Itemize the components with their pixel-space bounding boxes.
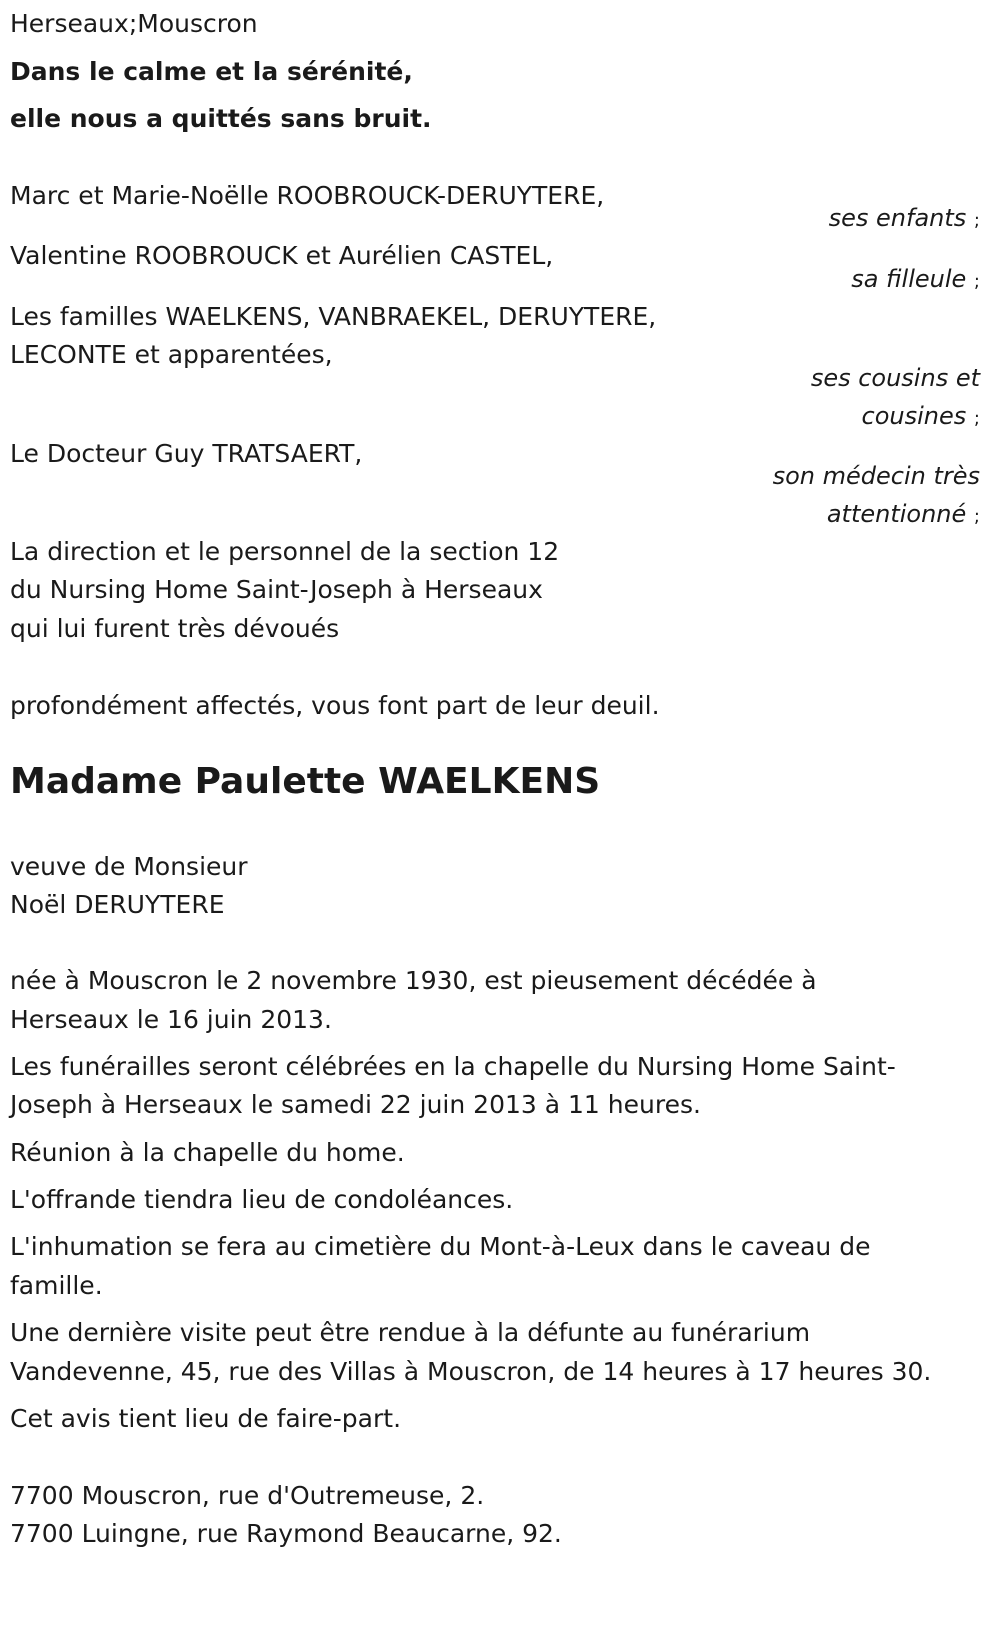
family-role (829, 198, 980, 241)
family-role-text: cousines (861, 402, 967, 430)
family-name-line: qui lui furent très dévoués (10, 614, 340, 643)
family-name-line: du Nursing Home Saint-Joseph à Herseaux (10, 575, 543, 604)
birth-line-1: née à Mouscron le 2 novembre 1930, est pieusement décédée à (10, 966, 817, 995)
notice-line: Cet avis tient lieu de faire-part. (10, 1404, 402, 1433)
visit-line-1: Une dernière visite peut être rendue à la défunte au funérarium (10, 1318, 811, 1347)
family-role (851, 259, 980, 302)
role-separator: ; (973, 271, 980, 292)
address-line: 7700 Luingne, rue Raymond Beaucarne, 92. (10, 1519, 562, 1548)
family-role-text: attentionné (826, 500, 967, 528)
family-name-line: Valentine ROOBROUCK et Aurélien CASTEL, (10, 241, 554, 270)
deceased-name: Madame Paulette WAELKENS (10, 761, 601, 802)
address-line: 7700 Mouscron, rue d'Outremeuse, 2. (10, 1481, 485, 1510)
offering-line: L'offrande tiendra lieu de condoléances. (10, 1185, 514, 1214)
intro-line-2: elle nous a quittés sans bruit. (10, 104, 432, 133)
intro-line-1: Dans le calme et la sérénité, (10, 57, 413, 86)
widow-line-2: Noël DERUYTERE (10, 890, 225, 919)
announcement: profondément affectés, vous font part de leur deuil. (10, 691, 660, 720)
family-role-line: son médecin très (772, 462, 980, 490)
reunion-line: Réunion à la chapelle du home. (10, 1138, 405, 1167)
burial-line-2: famille. (10, 1271, 103, 1300)
funeral-line-1: Les funérailles seront célébrées en la chapelle du Nursing Home Saint- (10, 1052, 896, 1081)
location-line: Herseaux;Mouscron (10, 9, 258, 38)
visit-line-2: Vandevenne, 45, rue des Villas à Mouscron, de 14 heures à 17 heures 30. (10, 1357, 932, 1386)
birth-line-2: Herseaux le 16 juin 2013. (10, 1005, 332, 1034)
family-role-text: ses enfants (828, 204, 967, 232)
family-role-text: sa filleule (851, 265, 967, 293)
family-name-line: Marc et Marie-Noëlle ROOBROUCK-DERUYTERE, (10, 181, 605, 210)
family-role-line: ses cousins et (810, 364, 980, 392)
family-name-line: LECONTE et apparentées, (10, 340, 333, 369)
family-name-line: La direction et le personnel de la section 12 (10, 537, 560, 566)
role-separator: ; (973, 210, 980, 231)
family-name-line: Le Docteur Guy TRATSAERT, (10, 439, 363, 468)
burial-line-1: L'inhumation se fera au cimetière du Mont-à-Leux dans le caveau de (10, 1232, 871, 1261)
family-name-line: Les familles WAELKENS, VANBRAEKEL, DERUYTERE, (10, 302, 657, 331)
role-separator: ; (973, 408, 980, 429)
family-role (827, 494, 980, 537)
funeral-line-2: Joseph à Herseaux le samedi 22 juin 2013 à 11 heures. (10, 1090, 701, 1119)
family-role (862, 396, 980, 439)
widow-line-1: veuve de Monsieur (10, 852, 248, 881)
role-separator: ; (973, 506, 980, 527)
